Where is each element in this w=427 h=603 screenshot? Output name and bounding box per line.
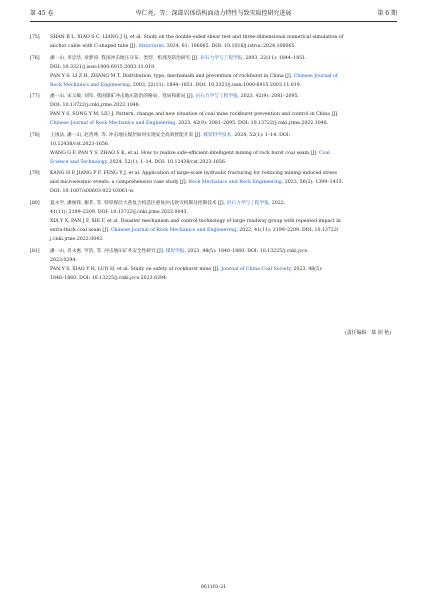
running-title: 卑仁亮，等：深部岩体结构面动力特性与致灾取控研究进展 [135,10,292,17]
reference-text: 潘一山, 宋义敏, 刘军. 我国煤矿冲击地压防治的格局、变局和新局 [J]. [50,94,196,100]
reference-text: KANG H P, JIANG P F, FENG Y J, et al. Application of large-scale hydraulic fracturing for reducing mining-induced stress [50,171,337,177]
reference-line [50,187,387,196]
reference-text: , 2023, 48(5): 1846–1860. DOI: 10.13225/j.cnki.jccs. [184,248,309,254]
reference-text: 1846–1860. DOI: 10.13225/j.cnki.jccs.2023.0294. [50,275,168,281]
reference-text: PAN Y S, XIAO Y H, LUO H, et al. Study on safety of rockburst mine [J]. [50,266,222,272]
reference-line [50,119,387,128]
reference-text: , 2023, 42(9): 2081–2095. [237,94,299,100]
reference-text: 潘一山, 李忠华, 章梦涛. 我国冲击地压分布、类型、机理及防治研究 [J]. [50,55,201,61]
reference-item [30,131,387,167]
reference-line [50,247,387,256]
reference-line [50,178,387,187]
reference-text: extra-thick coal seam [J]. [50,227,111,233]
journal-link[interactable]: 煤炭科学技术 [203,132,232,138]
reference-line [50,235,387,244]
journal-link[interactable]: Chinese Journal of [293,73,338,79]
reference-line [50,199,387,208]
editor-note: (责任编辑 慕 润 艳) [344,330,391,336]
reference-text: , 2022, [268,200,286,206]
reference-text: PAN Y S, SONG Y M, LIU J. Pattern, change and new situation of coal mine rockburst prevention and control in China [J]. [50,112,339,118]
reference-line [50,72,387,81]
reference-line [50,149,387,158]
reference-text: DOI: 10.13722/j.cnki.jrme.2022.1048. [50,103,141,109]
reference-line [50,256,387,265]
reference-item [30,54,387,90]
journal-link[interactable]: Science and Technology [50,159,107,165]
reference-text: PAN Y S, LI Z H, ZHANG M T. Distribution, type, mechanism and prevention of rockburst in China [J]. [50,73,294,79]
reference-text: anchor cable with C-shaped tube [J]. [50,44,139,49]
reference-text: 潘一山, 肖永惠, 罗浩, 等. 冲击地压矿井安全性研究 [J]. [50,248,166,254]
reference-text: , 2003, 22(11): 1844–1851. [242,55,307,61]
reference-text: j.cnki.jrme.2022.0043. [50,236,104,242]
reference-text: WANG G F, PAN Y S, ZHAO S K, et al. How to realize safe-efficient-intelligent mining of rock burst coal seam [J]. [50,150,320,156]
reference-number: [79] [30,171,40,177]
reference-text: , 2024, 52(1): 1–14. DOI: 10.12438/cst.2023-1656. [106,159,227,165]
reference-line [50,217,387,226]
reference-number: [76] [30,55,40,61]
reference-item [30,92,387,128]
journal-link[interactable]: Structures [138,44,164,49]
reference-line [50,101,387,110]
reference-text: , 2023, 48(5): [290,266,323,272]
reference-item [30,33,387,51]
reference-line [50,226,387,235]
reference-text: 10.12438/cst.2023-1656. [50,141,110,147]
volume-label: 第 45 卷 [30,10,54,17]
reference-text: 41(11): 2199–2209. DOI: 10.13722/j.cnki.jrme.2022.0043. [50,209,188,215]
journal-link[interactable]: Coal [319,150,330,156]
reference-line [50,33,387,42]
reference-item [30,169,387,196]
reference-line [50,265,387,274]
reference-item [30,199,387,244]
journal-link[interactable]: Rock Mechanics and Engineering [50,82,130,88]
reference-item [30,247,387,283]
reference-line [50,110,387,119]
page-number: 061101-21 [200,585,227,590]
reference-text: , 2003, 22(11): 1844–1851. DOI: 10.3321/j.issn:1000-6915.2003.11.019. [129,82,302,88]
reference-number: [78] [30,132,40,138]
reference-line [50,63,387,72]
reference-line [50,42,387,51]
reference-line [50,81,387,90]
reference-text: , 2024, 52(1): 1–14. DOI: [231,132,291,138]
journal-link[interactable]: Chinese Journal of Rock Mechanics and Engineering [110,227,237,233]
running-header [30,8,397,20]
journal-link[interactable]: 岩石力学与工程学报 [200,55,243,61]
reference-text: , 2024, 61: 106065. DOI: 10.1016/j.istruc.2024.106065. [163,44,296,49]
reference-line [50,92,387,101]
journal-link[interactable]: Rock Mechanics and Rock Engineering [188,180,282,186]
reference-number: [80] [30,200,40,206]
reference-text: 王国法, 潘一山, 赵善坤, 等. 冲击地压煤层如何实现安全高效智能开采 [J]. [50,132,204,138]
reference-text: DOI: 10.3321/j.issn:1000-6915.2003.11.019. [50,64,156,70]
journal-link[interactable]: Journal of China Coal Society [221,266,291,272]
reference-text: and microseismic events: a comprehensive case study [J]. [50,180,189,186]
reference-text: , 2023, 56(2): 1399–1413. [281,180,344,186]
reference-text: SHAN R L, XIAO S C, LIANG J Q, et al. Study on the double-sided shear test and three-dimensional numerical simulation of [50,35,344,40]
journal-link[interactable]: 岩石力学与工程学报 [195,94,238,100]
reference-text: , 2022, 41(11): 2199–2209. DOI: 10.13722/ [236,227,339,233]
reference-line [50,158,387,167]
reference-number: [75] [30,35,40,40]
reference-text: 夏永学, 潘俊锋, 谢非, 等. 特厚煤层大巷复合构造区重复冲击致灾机制及控制技术 [J]. [50,200,227,206]
reference-line [50,169,387,178]
reference-line [50,131,387,140]
issue-label: 第 6 期 [377,10,397,17]
journal-link[interactable]: Chinese Journal of Rock Mechanics and Engineering [50,121,176,127]
reference-text: 2023.0294. [50,257,77,263]
header-rule [30,21,397,22]
journal-link[interactable]: 岩石力学与工程学报 [226,200,269,206]
reference-text: , 2023, 42(9): 2081–2095. DOI: 10.13722/j.cnki.jrme.2022.1048. [175,121,329,127]
reference-text: DOI: 10.1007/s00603-022-03061-w. [50,189,135,195]
reference-list [30,33,387,285]
journal-link[interactable]: 煤炭学报 [165,248,185,254]
reference-text: XIA Y X, PAN J F, XIE F, et al. Disaster mechanism and control technology of large roadway group with repeated impact in [50,218,341,224]
reference-number: [81] [30,248,40,254]
reference-number: [77] [30,94,40,100]
reference-line [50,208,387,217]
reference-line [50,140,387,149]
reference-line [50,274,387,283]
reference-line [50,54,387,63]
